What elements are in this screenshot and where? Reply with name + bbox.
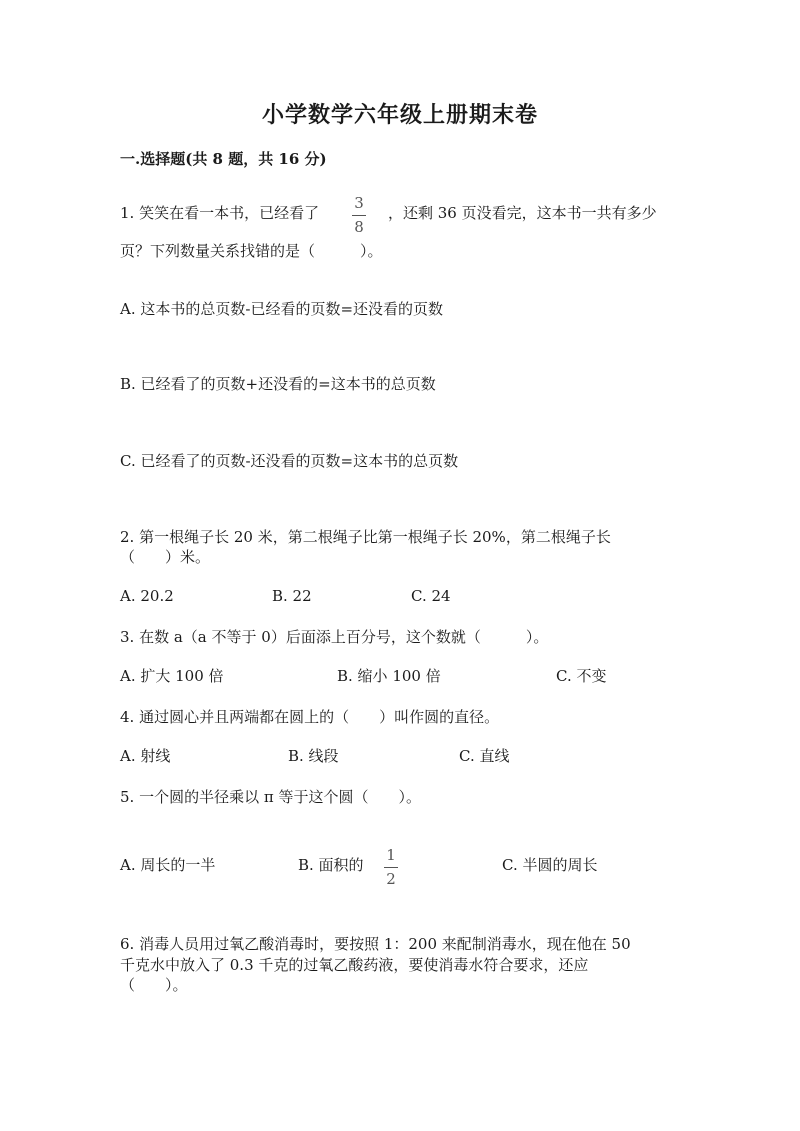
question-1-text-line2: 页？下列数量关系找错的是（ ）。 <box>120 242 383 260</box>
question-2-text-line2: （ ）米。 <box>120 548 211 566</box>
question-6-text-line2: 千克水中放入了 0.3 千克的过氧乙酸药液，要使消毒水符合要求，还应 <box>120 956 589 974</box>
question-4-text-line1: 4. 通过圆心并且两端都在圆上的（ ）叫作圆的直径。 <box>120 708 500 726</box>
fraction-denominator: 8 <box>354 218 364 236</box>
question-3-option-a: A. 扩大 100 倍 <box>120 667 224 685</box>
question-4-option-a: A. 射线 <box>120 747 171 765</box>
section-heading: 一.选择题(共 8 题，共 16 分) <box>120 150 327 168</box>
question-6-text-line3: （ ）。 <box>120 976 188 994</box>
question-2-text-line1: 2. 第一根绳子长 20 米，第二根绳子比第一根绳子长 20%，第二根绳子长 <box>120 528 611 546</box>
fraction-numerator: 1 <box>386 846 396 864</box>
question-6-text-line1: 6. 消毒人员用过氧乙酸消毒时，要按照 1：200 来配制消毒水，现在他在 50 <box>120 935 631 953</box>
question-1-text-before: 1. 笑笑在看一本书，已经看了 <box>120 204 320 222</box>
question-4-option-c: C. 直线 <box>459 747 510 765</box>
question-4-option-b: B. 线段 <box>288 747 339 765</box>
question-5-option-a: A. 周长的一半 <box>120 856 216 874</box>
question-3-option-b: B. 缩小 100 倍 <box>337 667 441 685</box>
question-5-option-b: B. 面积的 <box>298 856 364 874</box>
question-1-option-c: C. 已经看了的页数-还没看的页数=这本书的总页数 <box>120 452 459 470</box>
fraction-bar <box>352 215 366 216</box>
fraction-three-eighths <box>352 196 366 235</box>
question-3-option-c: C. 不变 <box>556 667 607 685</box>
question-5-option-c: C. 半圆的周长 <box>502 856 598 874</box>
question-5-text-line1: 5. 一个圆的半径乘以 π 等于这个圆（ ）。 <box>120 788 421 806</box>
question-2-option-c: C. 24 <box>411 587 451 605</box>
question-1-text-after: ，还剩 36 页没看完，这本书一共有多少 <box>388 204 657 222</box>
question-1-option-a: A. 这本书的总页数-已经看的页数=还没看的页数 <box>120 300 444 318</box>
question-3-text-line1: 3. 在数 a（a 不等于 0）后面添上百分号，这个数就（ ）。 <box>120 628 549 646</box>
fraction-numerator: 3 <box>354 194 364 212</box>
page-title: 小学数学六年级上册期末卷 <box>261 102 538 128</box>
question-2-option-a: A. 20.2 <box>120 587 174 605</box>
question-2-option-b: B. 22 <box>272 587 312 605</box>
question-1-option-b: B. 已经看了的页数+还没看的=这本书的总页数 <box>120 375 436 393</box>
fraction-denominator: 2 <box>386 870 396 888</box>
fraction-one-half <box>384 848 398 887</box>
fraction-bar <box>384 867 398 868</box>
